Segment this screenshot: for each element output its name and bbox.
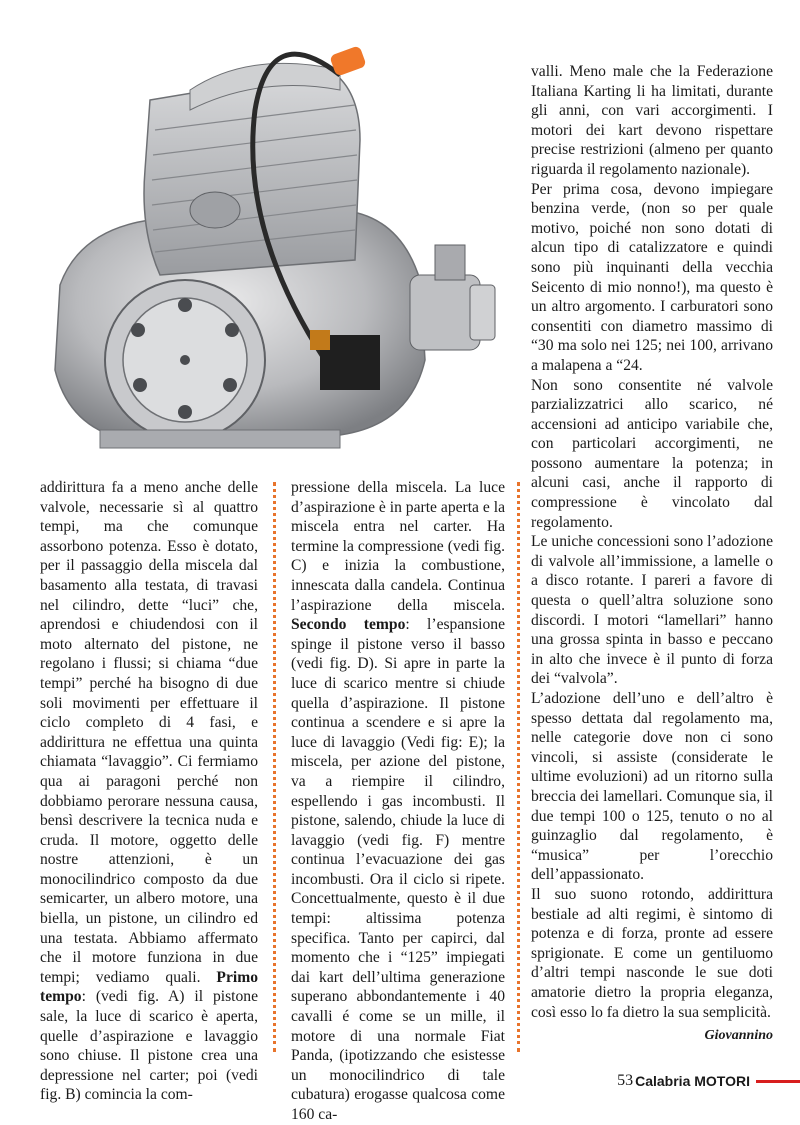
paragraph: Le uniche concessioni sono l’adozione di valvole all’immissione, a lamelle o a disco rotante. I pareri a favore di questa o quell’altra soluzione sono discordi. I motori “lamellari” hanno una grossa spinta in basso e peccano in alto che invece è il punto di forza dei “valvola”. xyxy=(531,533,773,688)
column-divider xyxy=(273,482,276,1052)
author-signature: Giovannino xyxy=(704,1028,773,1044)
column-divider xyxy=(517,482,520,1052)
section-heading: Primo tempo xyxy=(40,968,258,1006)
accent-bar xyxy=(756,1080,800,1083)
paragraph: Il suo suono rotondo, addirittura bestiale ad alti regimi, è sintomo di potenza e di forza, pronte ad essere sprigionate. E come un gentiluomo d’altri tempi nasconde le sue doti amatorie dietro la propria eleganza, così esso lo fa dietro la sua semplicità. xyxy=(531,885,773,1021)
paragraph: addirittura fa a meno anche delle valvole, necessarie sì al quattro tempi, ma che comunque assorbono potenza. Esso è dotato, per il passaggio della miscela dal basamento alla testata, di travasi nel cilindro, dette “luci” che, aprendosi e chiudendosi con il moto alternato del pistone, ne regolano i flussi; si chiama “due tempi” perché ha bisogno di due soli movimenti per effettuare il ciclo completo di 4 fasi, e addirittura ne effettua una quinta chiamata “lavaggio”. Ci fermiamo qua ai paragoni perché non dobbiamo perorare nessuna causa, bensì descrivere la tecnica nuda e cruda. Il motore, oggetto delle nostre attenzioni, è un monocilindrico composto da due semicarter, un albero motore, una biella, un pistone, un cilindro ed una testata. Abbiamo affermato che il motore funziona in due tempi; vediamo quali. Primo tempo: (vedi fig. A) il pistone sale, la luce di scarico è aperta, quelle d’aspirazione e lavaggio sono chiuse. Il pistone crea una depressione nel carter; poi (vedi fig. B) comincia la com- xyxy=(40,479,258,1104)
engine-photo xyxy=(40,30,525,470)
paragraph: Per prima cosa, devono impiegare benzina verde, (non so per quale motivo, poiché non sono dotati di alcun tipo di catalizzatore e quindi sono più inquinanti della vecchia Seicento di mio nonno!), ma questo è un altro argomento. I carburatori sono consentiti con diametro massimo di “30 ma solo nei 125; nei 100, arrivano a malapena a “24. xyxy=(531,180,773,374)
publication-name: Calabria MOTORI xyxy=(635,1073,750,1089)
section-heading: Secondo tempo xyxy=(291,616,406,634)
article-column-1 xyxy=(40,478,258,1105)
article-column-3 xyxy=(531,62,773,1046)
paragraph: Non sono consentite né valvole parzializzatrici allo scarico, né accensioni ad anticipo variabile che, con particolari accorgimenti, ne possono aumentare la potenza; in alcuni casi, anche il rapporto di compressione è vincolato dal regolamento. xyxy=(531,376,773,531)
paragraph: pressione della miscela. La luce d’aspirazione è in parte aperta e la miscela entra nel carter. Ha termine la compressione (vedi fig. C) e inizia la combustione, innescata dalla candela. Continua l’aspirazione della miscela. Secondo tempo: l’espansione spinge il pistone verso il basso (vedi fig. D). Si apre in parte la luce di scarico mentre si chiude quella d’aspirazione. Il pistone continua a scendere e si apre la luce di lavaggio (Vedi fig: E); la miscela, per azione del pistone, va a riempire il cilindro, espellendo i gas incombusti. Il pistone, salendo, chiude la luce di lavaggio (vedi fig. F) mentre continua l’evacuazione dei gas incombusti. Ora il ciclo si ripete. Concettualmente, questo è il due tempi: altissima potenza specifica. Tanto per capirci, dal momento che i “125” impiegati dai kart dell’ultima generazione superano abbondantemente i 40 cavalli é come se un mille, il motore di una normale Fiat Panda, (ipotizzando che esistesse un monocilindrico di tale cubatura) erogasse qualcosa come 160 ca- xyxy=(291,479,505,1123)
page-footer xyxy=(617,1070,800,1092)
page-number: 53 xyxy=(617,1072,634,1089)
article-column-2 xyxy=(291,478,505,1125)
paragraph: valli. Meno male che la Federazione Italiana Karting li ha limitati, durante gli anni, con vari accorgimenti. I motori dei kart devono rispettare precise restrizioni (almeno per quanto riguarda il regolamento nazionale). xyxy=(531,63,773,178)
paragraph: L’adozione dell’uno e dell’altro è spesso dettata dal regolamento ma, nelle categorie dove non ci sono vincoli, si assiste (considerate le ultime evoluzioni) ad un ritorno sulla breccia dei lamellari. Comunque sia, il due tempi 100 o 125, tenuto o no al guinzaglio dal regolamento, è “musica” per l’orecchio dell’appassionato. xyxy=(531,690,773,884)
